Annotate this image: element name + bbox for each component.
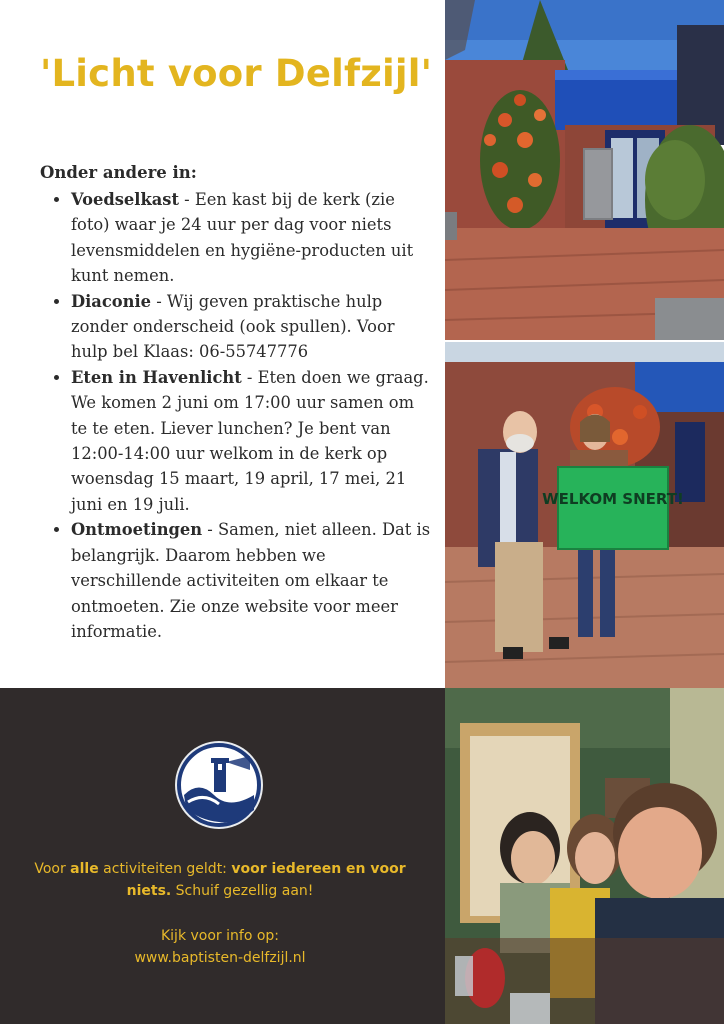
list-item-voedselkast (71, 187, 431, 289)
item-name: Diaconie (71, 291, 152, 311)
page-title: 'Licht voor Delfzijl' (40, 52, 433, 95)
list-item-eten (71, 365, 431, 517)
tagline-text: Schuif gezellig aan! (171, 883, 314, 899)
dinner-photo (445, 688, 724, 1024)
item-text: - Samen, niet alleen. Dat is belangrijk. Daarom hebben we verschillende activiteiten om elkaar te ontmoeten. Zie onze website voor meer informatie. (71, 520, 431, 641)
tagline-bold-free: voor iedereen en voor niets. (126, 861, 406, 899)
sign-text: WELKOM SNERT! (542, 490, 684, 508)
welcome-sign-photo (445, 342, 724, 688)
item-name: Ontmoetingen (71, 520, 203, 540)
tagline-text: activiteiten geldt: (98, 861, 232, 877)
tagline-bold-all: alle (70, 861, 99, 877)
list-item-diaconie (71, 289, 431, 365)
church-building-photo (445, 0, 724, 340)
item-name: Eten in Havenlicht (71, 367, 242, 387)
item-text: - Een kast bij de kerk (zie foto) waar je 24 uur per dag voor niets levensmiddelen en hygiëne-producten uit kunt nemen. (71, 190, 414, 286)
info-label: Kijk voor info op: (160, 928, 279, 944)
list-item-ontmoetingen (71, 517, 431, 644)
website-link[interactable]: www.baptisten-delfzijl.nl (134, 950, 306, 966)
tagline-text: Voor (34, 861, 71, 877)
item-name: Voedselkast (71, 190, 179, 209)
footer-panel (0, 688, 445, 1024)
footer-tagline (30, 858, 410, 902)
item-text: - Wij geven praktische hulp zonder onderscheid (ook spullen). Voor hulp bel Klaas: 06-55747776 (71, 291, 395, 362)
footer-info (30, 925, 410, 969)
lighthouse-logo (174, 740, 264, 830)
item-text: - Eten doen we graag. We komen 2 juni om 17:00 uur samen om te te eten. Liever lunchen? Je bent van 12:00-14:00 uur welkom in de kerk op woensdag 15 maart, 19 april, 17 mei, 21 juni en 19 juli. (71, 367, 429, 514)
activity-list (40, 187, 431, 644)
intro-heading: Onder andere in: (40, 163, 197, 182)
